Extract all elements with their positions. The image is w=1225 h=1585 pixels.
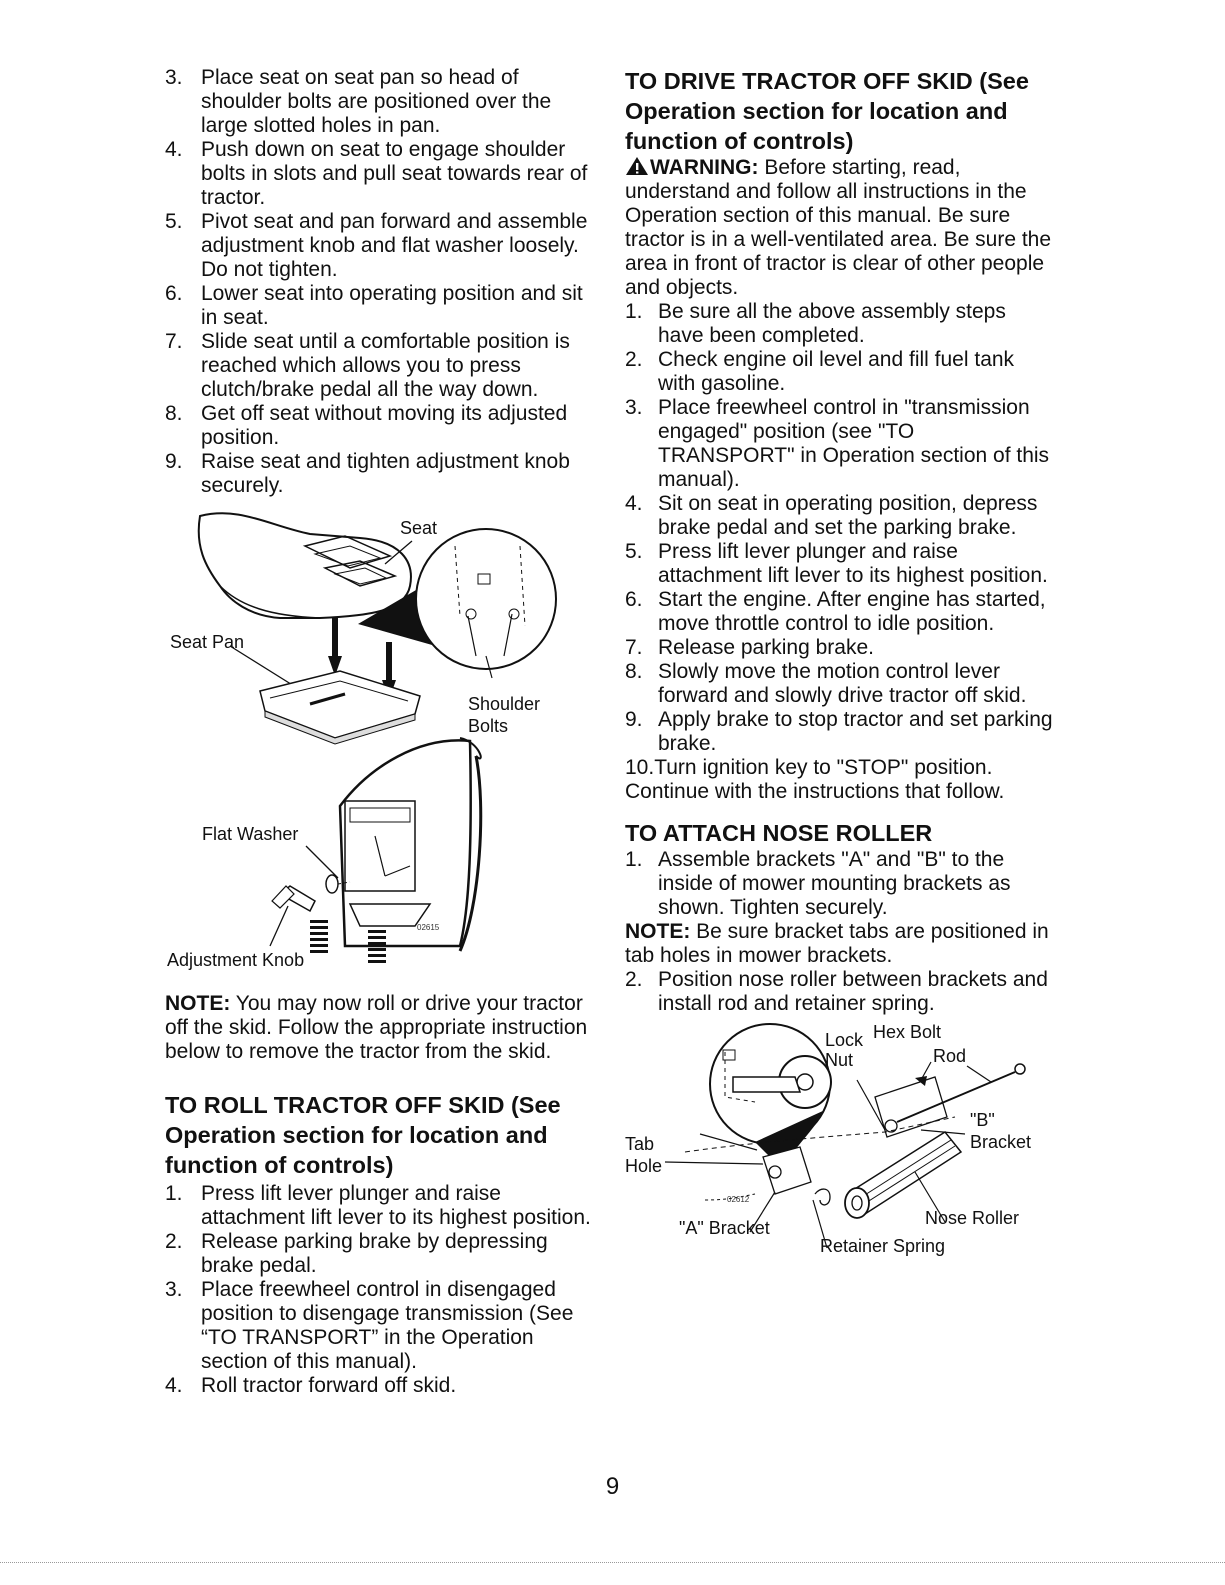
list-item: 8. Get off seat without moving its adjusted position.: [165, 402, 568, 449]
retainer-spring-label: Retainer Spring: [820, 1236, 946, 1256]
list-item: 3. Place freewheel control in "transmission engaged" position (see "TO TRANSPORT" in Operation section of this manual).: [625, 396, 1050, 491]
drive-steps-list: [625, 300, 1055, 780]
list-item: 1. Assemble brackets "A" and "B" to the inside of mower mounting brackets as shown. Tighten securely.: [625, 848, 1011, 919]
tab-hole-label-line2: Hole: [625, 1156, 663, 1176]
rod-label: Rod: [933, 1046, 967, 1066]
nose-step-1: [625, 848, 1055, 920]
flat-washer-label: Flat Washer: [202, 824, 299, 844]
seat-diagram-illustration: [160, 506, 592, 986]
list-item: 4. Push down on seat to engage shoulder bolts in slots and pull seat towards rear of tractor.: [165, 138, 588, 209]
seat-label: Seat: [400, 518, 438, 538]
lock-nut-label-line2: Nut: [825, 1050, 854, 1070]
seat-pan-label: Seat Pan: [170, 632, 245, 652]
list-item: 10.Turn ignition key to "STOP" position.: [625, 756, 993, 779]
list-item: 4. Roll tractor forward off skid.: [165, 1374, 457, 1397]
tab-hole-label-line1: Tab: [625, 1134, 655, 1154]
warning-paragraph: WARNING: Before starting, read, understand and follow all instructions in the Operation section of this manual. Be sure tractor is in a well-ventilated area. Be sure the area in front of tractor is clear of other people and objects.: [625, 156, 1052, 299]
list-item: 4. Sit on seat in operating position, depress brake pedal and set the parking brake.: [625, 492, 1038, 539]
list-item: 6. Start the engine. After engine has started, move throttle control to idle position.: [625, 588, 1046, 635]
figure-code: 02615: [417, 923, 440, 932]
page-bottom-rule: [0, 1562, 1225, 1563]
list-item: 1. Be sure all the above assembly steps have been completed.: [625, 300, 1006, 347]
drive-tractor-heading: TO DRIVE TRACTOR OFF SKID (See Operation section for location and function of controls): [625, 68, 1029, 154]
list-item: 1. Press lift lever plunger and raise attachment lift lever to its highest position.: [165, 1182, 591, 1229]
lock-nut-label-line1: Lock: [825, 1030, 864, 1050]
seat-assembly-figure: [160, 506, 592, 986]
continue-paragraph: Continue with the instructions that follow.: [625, 780, 1005, 803]
adjustment-knob-label: Adjustment Knob: [167, 950, 305, 970]
list-item: 2. Check engine oil level and fill fuel tank with gasoline.: [625, 348, 1015, 395]
hex-bolt-label: Hex Bolt: [873, 1022, 942, 1042]
list-item: 5. Pivot seat and pan forward and assemble adjustment knob and flat washer loosely. Do not tighten.: [165, 210, 588, 281]
seat-steps-list: [165, 66, 597, 498]
list-item: 2. Position nose roller between brackets and install rod and retainer spring.: [625, 968, 1048, 1015]
list-item: 6. Lower seat into operating position and sit in seat.: [165, 282, 583, 329]
shoulder-bolts-label-line1: Shoulder: [468, 694, 541, 714]
warning-icon: [625, 156, 649, 176]
nose-roller-label: Nose Roller: [925, 1208, 1020, 1228]
list-item: 7. Slide seat until a comfortable position is reached which allows you to press clutch/brake pedal all the way down.: [165, 330, 570, 401]
list-item: 3. Place freewheel control in disengaged position to disengage transmission (See “TO TRANSPORT” in the Operation section of this manual).: [165, 1278, 574, 1373]
roll-tractor-heading: TO ROLL TRACTOR OFF SKID (See Operation section for location and function of controls): [165, 1092, 561, 1178]
list-item: 5. Press lift lever plunger and raise attachment lift lever to its highest position.: [625, 540, 1048, 587]
list-item: 2. Release parking brake by depressing brake pedal.: [165, 1230, 548, 1277]
right-column: [625, 66, 1055, 1272]
nose-note-paragraph: NOTE: Be sure bracket tabs are positioned in tab holes in mower brackets.: [625, 920, 1049, 967]
b-bracket-label-line1: "B": [970, 1110, 995, 1130]
b-bracket-label-line2: Bracket: [970, 1132, 1032, 1152]
figure-code: 02612: [727, 1195, 750, 1204]
list-item: 8. Slowly move the motion control lever forward and slowly drive tractor off skid.: [625, 660, 1027, 707]
list-item: 9. Apply brake to stop tractor and set parking brake.: [625, 708, 1053, 755]
shoulder-bolts-label-line2: Bolts: [468, 716, 509, 736]
nose-roller-figure: [625, 1022, 1055, 1272]
list-item: 7. Release parking brake.: [625, 636, 874, 659]
page-number: 9: [605, 1473, 620, 1500]
a-bracket-label: "A" Bracket: [679, 1218, 770, 1238]
roll-steps-list: [165, 1182, 597, 1398]
nose-step-2: [625, 968, 1055, 1016]
note-paragraph: NOTE: You may now roll or drive your tractor off the skid. Follow the appropriate instruction below to remove the tractor from the skid.: [165, 992, 588, 1063]
list-item: 9. Raise seat and tighten adjustment knob securely.: [165, 450, 570, 497]
nose-roller-heading: TO ATTACH NOSE ROLLER: [625, 820, 933, 846]
list-item: 3. Place seat on seat pan so head of shoulder bolts are positioned over the large slotted holes in pan.: [165, 66, 552, 137]
left-column: [165, 66, 597, 1398]
